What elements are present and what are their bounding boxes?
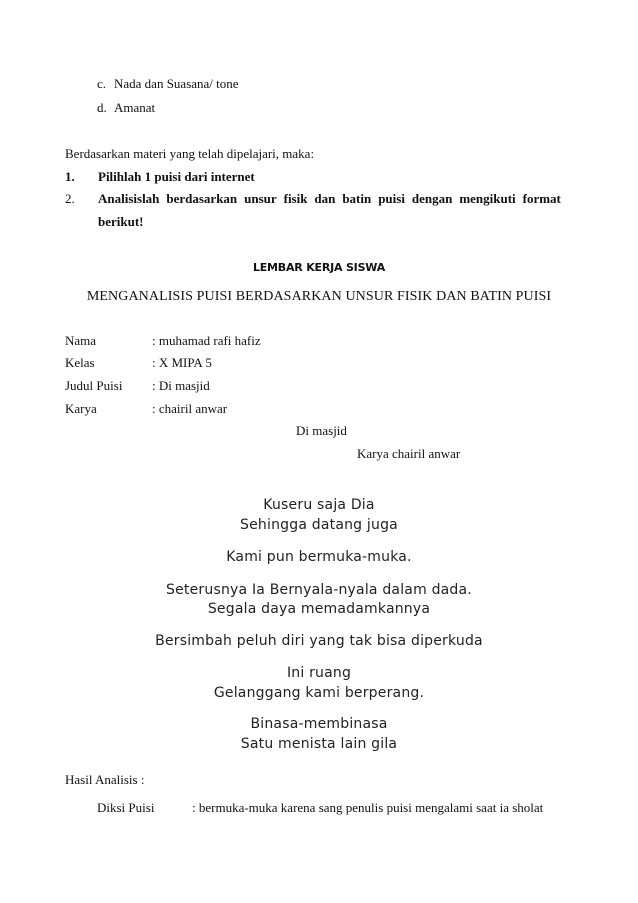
task-2-continuation: berikut!	[98, 214, 144, 229]
poem-line: Satu menista lain gila	[240, 736, 398, 752]
poem-line: Sehingga datang juga	[240, 517, 398, 533]
poem-line: Kuseru saja Dia	[263, 497, 375, 513]
poem-line: Kami pun bermuka-muka.	[226, 549, 412, 565]
list-item-d	[97, 100, 156, 115]
worksheet-title: MENGANALISIS PUISI BERDASARKAN UNSUR FISIK DAN BATIN PUISI	[86, 289, 552, 304]
task-word: format	[522, 191, 561, 206]
list-item-c	[97, 76, 239, 91]
task-word: mengikuti	[459, 191, 516, 206]
poem-title: Di masjid	[296, 423, 347, 438]
field-label-nama: Nama	[65, 333, 97, 348]
list-text: Amanat	[114, 100, 156, 115]
task-word: Analisislah	[98, 191, 160, 206]
analysis-item-value: : bermuka-muka karena sang penulis puisi mengalami saat ia sholat	[192, 800, 544, 815]
task-word: dan	[314, 191, 336, 206]
task-2-marker: 2.	[65, 191, 75, 206]
field-value-kelas: : X MIPA 5	[152, 355, 212, 370]
poem-line: Seterusnya Ia Bernyala-nyala dalam dada.	[166, 582, 472, 598]
task-1	[65, 169, 255, 184]
list-marker: c.	[97, 76, 107, 91]
task-marker: 1.	[65, 169, 75, 184]
analysis-label: Hasil Analisis :	[65, 772, 145, 787]
field-value-karya: : chairil anwar	[152, 401, 228, 416]
poem-line: Segala daya memadamkannya	[207, 601, 431, 617]
task-word: dengan	[411, 191, 453, 206]
task-word: berdasarkan	[166, 191, 238, 206]
list-text: Nada dan Suasana/ tone	[114, 76, 239, 91]
task-word: puisi	[378, 191, 405, 206]
analysis-item-label: Diksi Puisi	[97, 800, 155, 815]
list-marker: d.	[97, 100, 107, 115]
field-value-nama: : muhamad rafi hafiz	[152, 333, 261, 348]
poem-author: Karya chairil anwar	[357, 446, 461, 461]
poem-line: Bersimbah peluh diri yang tak bisa diperkuda	[155, 633, 483, 649]
task-word: fisik	[283, 191, 308, 206]
field-value-judul: : Di masjid	[152, 378, 210, 393]
task-word: batin	[342, 191, 372, 206]
poem-line: Binasa-membinasa	[250, 716, 388, 732]
task-text: Pilihlah 1 puisi dari internet	[98, 169, 255, 184]
field-label-judul: Judul Puisi	[65, 378, 123, 393]
poem-line: Gelanggang kami berperang.	[213, 685, 425, 701]
field-label-kelas: Kelas	[65, 355, 95, 370]
poem-line: Ini ruang	[286, 665, 352, 681]
task-2-line	[98, 192, 561, 205]
task-word: unsur	[244, 191, 277, 206]
intro-text: Berdasarkan materi yang telah dipelajari, maka:	[65, 146, 315, 161]
worksheet-label: LEMBAR KERJA SISWA	[252, 261, 386, 274]
field-label-karya: Karya	[65, 401, 97, 416]
